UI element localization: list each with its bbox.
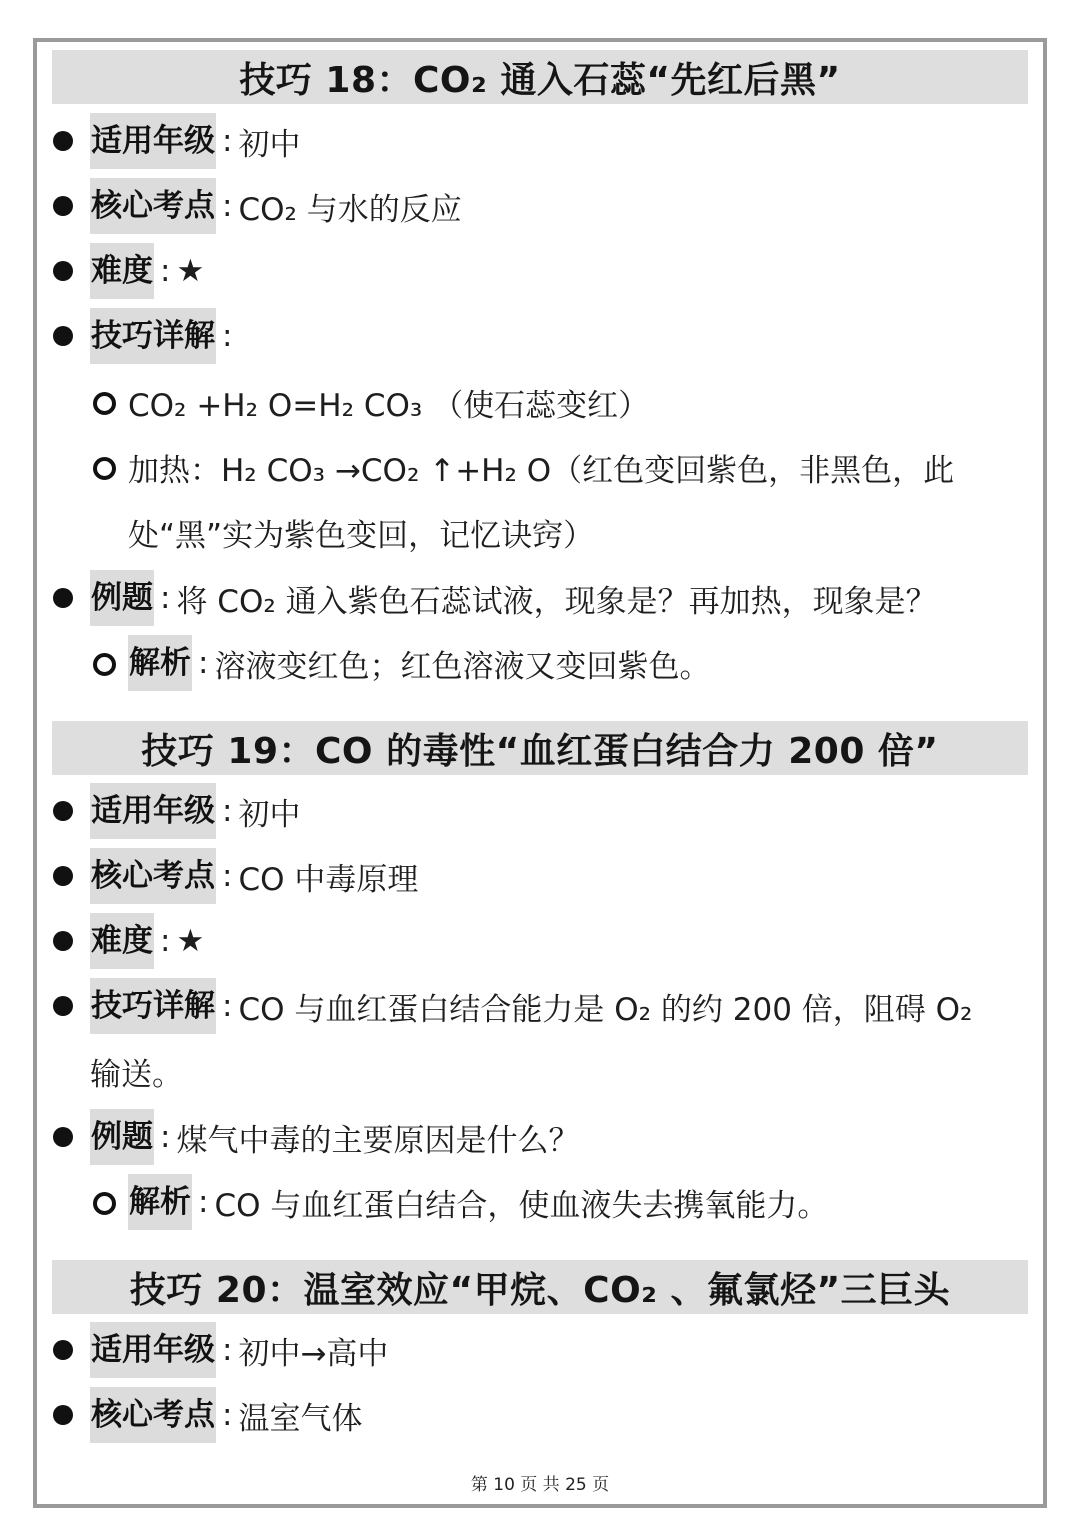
- grade-label: 适用年级: [90, 1322, 216, 1378]
- grade-value: 初中: [238, 126, 301, 163]
- bullet-dot: [53, 326, 73, 346]
- point-row: 核心考点 : 温室气体: [90, 1385, 362, 1445]
- grade-label: 适用年级: [90, 783, 216, 839]
- point-value: 温室气体: [238, 1400, 363, 1437]
- grade-row: 适用年级 : 初中→高中: [90, 1320, 388, 1380]
- bullet-dot: [53, 931, 73, 951]
- detail-label: 技巧详解: [90, 978, 216, 1034]
- example-label: 例题: [90, 1109, 154, 1165]
- bullet-dot: [53, 1405, 73, 1425]
- grade-value: 初中: [238, 796, 301, 833]
- bullet-ring: [93, 1192, 116, 1215]
- detail-label: 技巧详解: [90, 308, 216, 364]
- grade-value: 初中→高中: [238, 1335, 389, 1372]
- section-title-20: 技巧 20：温室效应“甲烷、CO₂ 、氟氯烃”三巨头: [52, 1260, 1028, 1314]
- section-title-18: 技巧 18：CO₂ 通入石蕊“先红后黑”: [52, 50, 1028, 104]
- analysis-row: 解析 : 溶液变红色；红色溶液又变回紫色。: [128, 633, 710, 693]
- analysis-label: 解析: [128, 635, 192, 691]
- analysis-value: 溶液变红色；红色溶液又变回紫色。: [214, 648, 711, 685]
- difficulty-row: 难度 : ★: [90, 241, 204, 301]
- section-title-19: 技巧 19：CO 的毒性“血红蛋白结合力 200 倍”: [52, 721, 1028, 775]
- grade-label: 适用年级: [90, 113, 216, 169]
- point-row: 核心考点 : CO 中毒原理: [90, 846, 418, 906]
- example-row: 例题 : 煤气中毒的主要原因是什么？: [90, 1107, 579, 1167]
- difficulty-label: 难度: [90, 913, 154, 969]
- bullet-dot: [53, 866, 73, 886]
- bullet-dot: [53, 588, 73, 608]
- analysis-row: 解析 : CO 与血红蛋白结合，使血液失去携氧能力。: [128, 1172, 828, 1232]
- bullet-ring: [93, 653, 116, 676]
- analysis-label: 解析: [128, 1174, 192, 1230]
- detail-sub-2: 加热：H₂ CO₃ →CO₂ ↑+H₂ O（红色变回紫色，非黑色，此: [128, 452, 955, 489]
- bullet-ring: [93, 457, 116, 480]
- detail-value: CO 与血红蛋白结合能力是 O₂ 的约 200 倍，阻碍 O₂: [238, 991, 973, 1028]
- detail-row: 技巧详解 :: [90, 306, 238, 366]
- bullet-dot: [53, 261, 73, 281]
- bullet-dot: [53, 801, 73, 821]
- example-value: 将 CO₂ 通入紫色石蕊试液，现象是？再加热，现象是？: [176, 583, 937, 620]
- bullet-dot: [53, 196, 73, 216]
- point-label: 核心考点: [90, 1387, 216, 1443]
- detail-sub-3: 处“黑”实为紫色变回，记忆诀窍）: [128, 517, 595, 554]
- difficulty-label: 难度: [90, 243, 154, 299]
- difficulty-value: ★: [176, 923, 205, 959]
- detail-sub-1: CO₂ +H₂ O=H₂ CO₃ （使石蕊变红）: [128, 387, 650, 424]
- point-value: CO 中毒原理: [238, 861, 419, 898]
- bullet-ring: [93, 392, 116, 415]
- detail-continuation: 输送。: [90, 1056, 183, 1093]
- point-row: 核心考点 : CO₂ 与水的反应: [90, 176, 462, 236]
- grade-row: 适用年级 : 初中: [90, 781, 300, 841]
- example-row: 例题 : 将 CO₂ 通入紫色石蕊试液，现象是？再加热，现象是？: [90, 568, 937, 628]
- point-label: 核心考点: [90, 178, 216, 234]
- detail-row: 技巧详解 : CO 与血红蛋白结合能力是 O₂ 的约 200 倍，阻碍 O₂: [90, 976, 972, 1036]
- bullet-dot: [53, 1127, 73, 1147]
- point-value: CO₂ 与水的反应: [238, 191, 462, 228]
- point-label: 核心考点: [90, 848, 216, 904]
- bullet-dot: [53, 131, 73, 151]
- analysis-value: CO 与血红蛋白结合，使血液失去携氧能力。: [214, 1187, 829, 1224]
- bullet-dot: [53, 1340, 73, 1360]
- difficulty-value: ★: [176, 253, 205, 289]
- example-value: 煤气中毒的主要原因是什么？: [176, 1122, 580, 1159]
- grade-row: 适用年级 : 初中: [90, 111, 300, 171]
- difficulty-row: 难度 : ★: [90, 911, 204, 971]
- example-label: 例题: [90, 570, 154, 626]
- page-footer: 第 10 页 共 25 页: [470, 1475, 610, 1495]
- bullet-dot: [53, 996, 73, 1016]
